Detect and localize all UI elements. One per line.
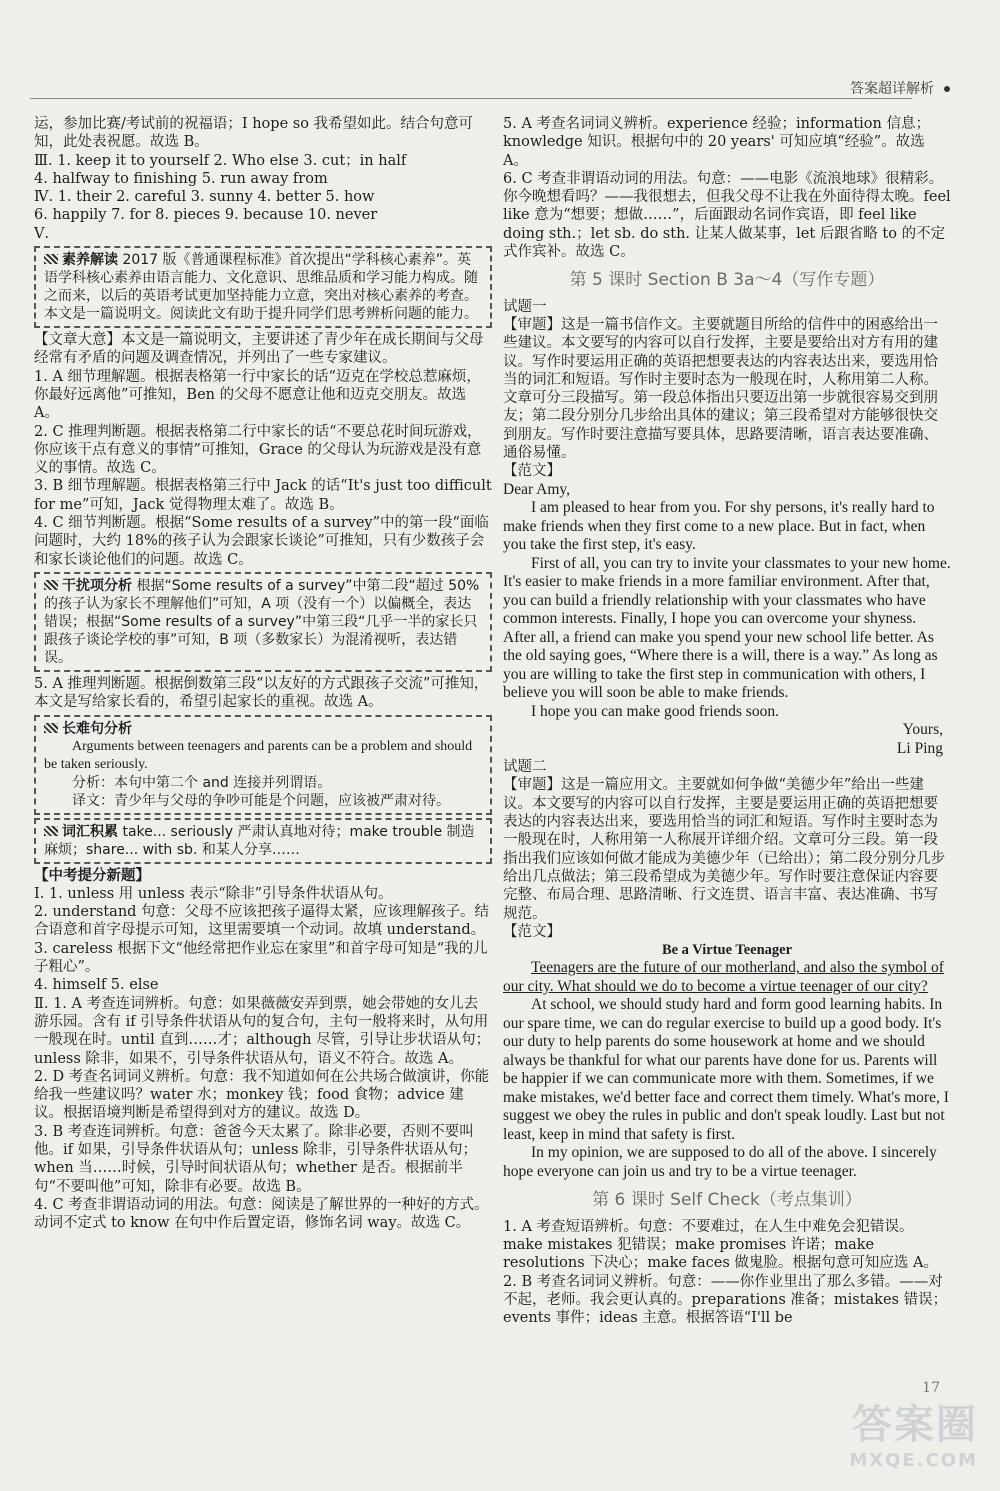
header-title: 答案超详解析: [850, 78, 950, 98]
review-text: 【审题】这是一篇书信作文。主要就题目所给的信件中的困惑给出一些建议。本文要写的内容可以自行发挥，主要是要给出对方有用的建议。写作时要运用正确的英语把想要表达的内容表达出来，要选用恰当的词汇和短语。写作时主要时态为一般现在时，人称用第二人称。文章可分三段描写。第一段总体指出只要迈出第一步就很容易交到朋友；第二段分别分几步给出具体的建议；第三段希望对方能够很快交到朋友。写作时要注意描写要具体，思路要清晰，语言表达要准确、通俗易懂。: [503, 316, 938, 462]
box-title: 词汇积累: [44, 824, 118, 840]
answer-item: 5. A 考查名词词义辨析。experience 经验；information 信息；knowledge 知识。根据句中的 20 years' 可知应填“经验”。故选 A。: [503, 116, 930, 169]
box-title: 素养解读: [44, 252, 118, 268]
model-label: 【范文】: [503, 463, 561, 480]
answer-item: Ⅰ. 1. unless 用 unless 表示“除非”引导条件状语从句。: [34, 885, 393, 902]
left-column: [34, 115, 492, 1232]
answer-item: 2. B 考查名词词义辨析。句意：——你作业里出了那么多错。——对不起，老师。我会更认真的。preparations 准备；mistakes 错误；events 事件；ideas 主意。根据答语“I'll be: [503, 1273, 948, 1327]
box-text: 根据“Some results of a survey”中第二段“超过 50%的孩子认为家长不理解他们”可知，A 项（没有一个）以偏概全，表达错误；根据“Some results of a survey”中第三段“几乎一半的家长只跟孩子谈论学校的事”可知，B 项（多数家长）为混淆视听，表达错误。: [44, 577, 480, 666]
answer-line: Ⅳ. 1. their 2. careful 3. sunny 4. better 5. how: [34, 189, 375, 206]
header-rule: [30, 98, 912, 99]
letter-closing: Yours,: [902, 721, 943, 739]
letter-paragraph: First of all, you can try to invite your classmates to your new home. It's easier to make friends in a more familiar environment. After that, you can build a friendly relationship with your classmates who have common interests. Finally, I hope you can overcome your shyness. After all, a friend can make you spend your new school life better. As the old saying goes, “Where there is a will, there is a way.” As long as you are willing to take the first step in communication with others, I believe you will soon be able to make friends.: [503, 554, 951, 702]
literacy-box: [34, 246, 492, 328]
section-label: 【中考提分新题】: [34, 866, 150, 884]
answer-item: 3. B 细节理解题。根据表格第三行中 Jack 的话“It's just too difficult for me”可知，Jack 觉得物理太难了。故选 B。: [34, 478, 492, 513]
answer-item: 3. careless 根据下文“他经常把作业忘在家里”和首字母可知是“我的儿子粗心”。: [34, 940, 488, 976]
essay-paragraph: Teenagers are the future of our motherland, and also the symbol of our city. What should we do to become a virtue teenager of our city?: [503, 959, 944, 995]
essay-paragraph: In my opinion, we are supposed to do all of the above. I sincerely hope everyone can join us and try to be a virtue teenager.: [503, 1144, 937, 1180]
answer-item: 1. A 考查短语辨析。句意：不要难过，在人生中难免会犯错误。make mistakes 犯错误；make promises 许诺；make resolutions 下决心；make faces 做鬼脸。根据句意可知应选 A。: [503, 1218, 938, 1272]
sentence-analysis-box: [34, 715, 492, 815]
box-text: 2017 版《普通课程标准》首次提出“学科核心素养”。英语学科核心素养由语言能力、文化意识、思维品质和学习能力构成。随之而来，以后的英语考试更加坚持能力立意，突出对核心素养的考查。本文是一篇说明文。阅读此文有助于提升同学们思考辨析问题的能力。: [44, 252, 478, 323]
answer-item: 3. B 考查连词辨析。句意：爸爸今天太累了。除非必要，否则不要叫他。if 如果，引导条件状语从句；unless 除非，引导条件状语从句；when 当……时候，引导时间状语从句；whether 是否。根据前半句“不要叫他”可知，除非有必要。故选 B。: [34, 1123, 477, 1195]
answer-item: Ⅱ. 1. A 考查连词辨析。句意：如果薇薇安弄到票，她会带她的女儿去游乐园。含有 if 引导条件状语从句的复合句，主句一般将来时，从句用一般现在时。until 直到……才；although 尽管，引导让步状语从句；unless 除非，如果不，引导条件状语从句，语义不符合。故选 A。: [34, 995, 491, 1067]
model-essay: [503, 959, 951, 1181]
box-text: take... seriously 严肃认真地对待；make trouble 制造麻烦；share... with sb. 和某人分享……: [44, 823, 475, 858]
answer-item: 4. C 考查非谓语动词的用法。句意：阅读是了解世界的一种好的方式。动词不定式 to know 在句中作后置定语，修饰名词 way。故选 C。: [34, 1196, 489, 1232]
header-dot: [944, 86, 950, 92]
answer-line: 4. halfway to finishing 5. run away from: [34, 170, 328, 187]
box-english: Arguments between teenagers and parents can be a problem and should be taken seriously.: [44, 738, 473, 772]
model-letter: [503, 481, 951, 759]
box-title: 干扰项分析: [44, 578, 132, 594]
answer-item: 1. A 细节理解题。根据表格第一行中家长的话“迈克在学校总惹麻烦，你最好远离他”可推知，Ben 的父母不愿意让他和迈克交朋友。故选 A。: [34, 368, 481, 422]
answer-item: 2. D 考查名词词义辨析。句意：我不知道如何在公共场合做演讲，你能给我一些建议吗？water 水；monkey 钱；food 食物；advice 建议。根据语境判断是希望得到对方的建议。故选 D。: [34, 1068, 490, 1122]
letter-paragraph: I am pleased to hear from you. For shy persons, it's really hard to make friends when they first come to a new place. But in fact, when you take the first step, it's easy.: [503, 499, 935, 554]
paragraph: 运，参加比赛/考试前的祝福语；I hope so 我希望如此。结合句意可知，此处表祝愿。故选 B。: [34, 116, 474, 151]
box-text: 译文：青少年与父母的争吵可能是个问题，应该被严肃对待。: [72, 792, 450, 809]
answer-line: 6. happily 7. for 8. pieces 9. because 10. never: [34, 207, 378, 224]
answer-item: 4. C 细节判断题。根据“Some results of a survey”中的第一段“面临问题时，大约 18%的孩子认为会跟家长谈论”可推知，只有少数孩子会和家长谈论他们的问题。故选 C。: [34, 515, 489, 568]
review-text: 【审题】这是一篇应用文。主要就如何争做“美德少年”给出一些建议。本文要写的内容可以自行发挥，主要是要运用正确的英语把想要表达的内容表达出来，要选用恰当的词汇和短语。写作时主要时态为一般现在时，人称用第一人称展开详细介绍。文章可分三段。第一段指出我们应该如何做才能成为美德少年（已给出）；第二段分别分几步给出几点做法；第三段希望成为美德少年。写作时要注意保证内容要完整、布局合理、思路清晰、行文连贯、语言丰富、表达准确、书写规范。: [503, 777, 946, 922]
task-label: 试题二: [503, 759, 547, 776]
answer-item: 2. C 推理判断题。根据表格第二行中家长的话“不要总花时间玩游戏，你应该干点有意义的事情”可推知，Grace 的父母认为玩游戏是没有意义的事情。故选 C。: [34, 423, 482, 477]
box-text: 分析：本句中第二个 and 连接并列谓语。: [72, 774, 332, 791]
model-label: 【范文】: [503, 923, 561, 940]
watermark-url: MXQE.COM: [849, 1450, 978, 1471]
distractor-box: [34, 572, 492, 672]
answer-line: Ⅲ. 1. keep it to yourself 2. Who else 3. cut；in half: [34, 152, 407, 169]
answer-item: 6. C 考查非谓语动词的用法。句意：——电影《流浪地球》很精彩。你今晚想看吗？——我很想去，但我父母不让我在外面待得太晚。feel like 意为“想要；想做……”，后面跟动名词作宾语，即 feel like doing sth.；let sb. do sth. 让某人做某事，let 后跟省略 to 的不定式作宾补。故选 C。: [503, 170, 951, 261]
task-label: 试题一: [503, 298, 547, 315]
lesson-heading: 第 5 课时 Section B 3a～4（写作专题）: [569, 270, 885, 291]
answer-item: 5. A 推理判断题。根据倒数第三段“以友好的方式跟孩子交流”可推知，本文是写给家长看的，希望引起家长的重视。故选 A。: [34, 675, 489, 711]
right-column: [503, 115, 951, 1327]
lesson-heading: 第 6 课时 Self Check（考点集训）: [592, 1190, 862, 1211]
letter-greeting: Dear Amy,: [503, 480, 571, 498]
letter-paragraph: I hope you can make good friends soon.: [531, 702, 779, 720]
watermark-text: 答案圈: [852, 1402, 978, 1448]
vocabulary-box: [34, 818, 492, 864]
answer-item: 2. understand 句意：父母不应该把孩子逼得太紧，应该理解孩子。结合语意和首字母提示可知，这里需要填一个动词。故填 understand。: [34, 904, 490, 939]
essay-paragraph: At school, we should study hard and form good learning habits. In our spare time, we can do regular exercise to build up a good body. It's our duty to help parents do some housework at home and we should always be thankful for what our parents have done for us. Parents will be happier if we can communicate more with them. Sometimes, if we make mistakes, we'd better face and correct them timely. What's more, I suggest we obey the rules in public and don't speak loudly. Last but not least, keep in mind that safety is first.: [503, 996, 949, 1143]
essay-title: Be a Virtue Teenager: [661, 942, 793, 959]
section-marker: Ⅴ.: [34, 225, 50, 242]
watermark-logo: [849, 1393, 978, 1471]
page-number: 17: [922, 1380, 940, 1396]
box-title: 长难句分析: [44, 720, 482, 738]
letter-signature: Li Ping: [896, 739, 943, 757]
paragraph: 【文章大意】本文是一篇说明文，主要讲述了青少年在成长期间与父母经常有矛盾的问题及调查情况，并列出了一些专家建议。: [34, 332, 484, 367]
answer-item: 4. himself 5. else: [34, 977, 159, 994]
